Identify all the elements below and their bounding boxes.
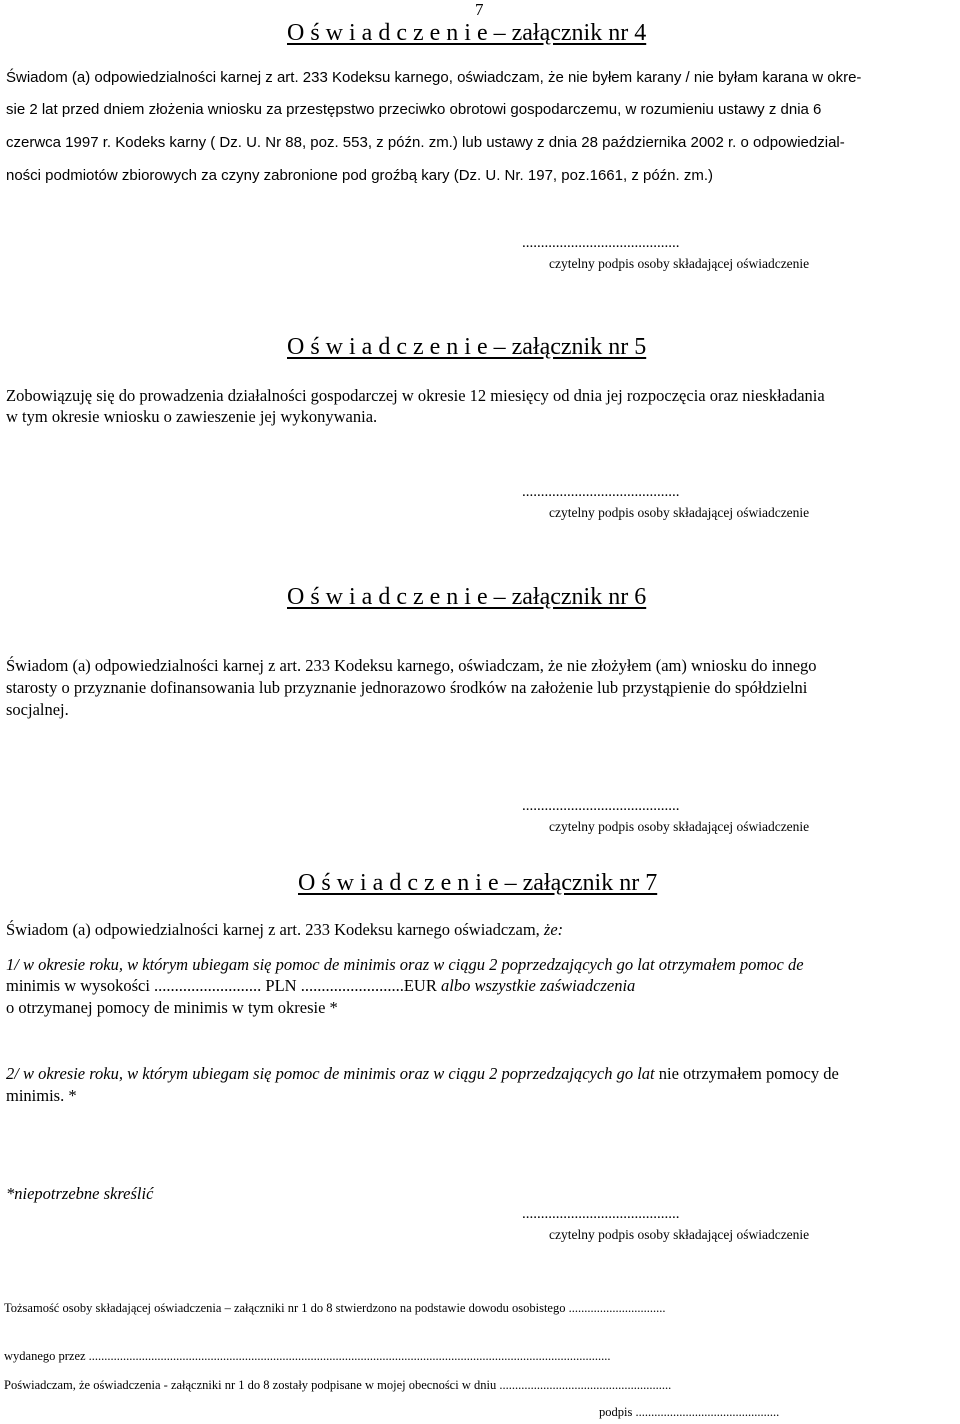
attachment-5-line-1: Zobowiązuję się do prowadzenia działalności gospodarczej w okresie 12 miesięcy od dnia jej rozpoczęcia oraz nieskładania <box>6 386 825 405</box>
presence-certification: Poświadczam, że oświadczenia - załączniki nr 1 do 8 zostały podpisane w mojej obecności w dniu ....................................................... <box>4 1378 672 1392</box>
attachment-7-point-2-text: 2/ w okresie roku, w którym ubiegam się pomoc de minimis oraz w ciągu 2 poprzedzających go lat <box>6 1064 659 1083</box>
amount-fields: minimis w wysokości .......................... PLN .........................EUR <box>6 976 441 995</box>
attachment-5-line-2: w tym okresie wniosku o zawieszenie jej wykonywania. <box>6 407 378 426</box>
attachment-7-point-2-line-1 <box>6 1064 839 1084</box>
attachment-6-line-2: starosty o przyznanie dofinansowania lub przyznanie jednorazowo środków na założenie lub przystąpienie do spółdzielni <box>6 678 808 697</box>
signature-label-4: czytelny podpis osoby składającej oświadczenie <box>549 256 810 271</box>
attachment-4-line-1: Świadom (a) odpowiedzialności karnej z art. 233 Kodeksu karnego, oświadczam, że nie byłem karany / nie byłam karana w okre- <box>6 69 862 86</box>
footnote-strike-out: *niepotrzebne skreślić <box>6 1184 154 1203</box>
attachment-7-point-1-line-2 <box>6 976 635 996</box>
signature-dots-4: .......................................... <box>522 235 680 251</box>
attachment-6-line-3: socjalnej. <box>6 700 69 719</box>
attachment-7-intro-italic: że: <box>539 920 564 939</box>
attachment-7-point-1-line-3: o otrzymanej pomocy de minimis w tym okresie * <box>6 998 338 1017</box>
heading-attachment-6: O ś w i a d c z e n i e – załącznik nr 6 <box>287 584 647 610</box>
signature-dots-7: .......................................... <box>522 1206 680 1222</box>
signature-dots-6: .......................................... <box>522 798 680 814</box>
attachment-4-line-2: sie 2 lat przed dniem złożenia wniosku za przestępstwo przeciwko obrotowi gospodarczemu, w rozumieniu ustawy z dnia 6 <box>6 101 822 118</box>
signature-label-6: czytelny podpis osoby składającej oświadczenie <box>549 819 810 834</box>
attachment-7-point-2-line-2: minimis. * <box>6 1086 77 1105</box>
page-number: 7 <box>475 0 484 19</box>
signature-label-7: czytelny podpis osoby składającej oświadczenie <box>549 1227 810 1242</box>
signature-dots-5: .......................................... <box>522 484 680 500</box>
attachment-4-line-3: czerwca 1997 r. Kodeks karny ( Dz. U. Nr 88, poz. 553, z późn. zm.) lub ustawy z dnia 28 października 2002 r. o odpowiedzial- <box>6 134 845 151</box>
heading-attachment-7: O ś w i a d c z e n i e – załącznik nr 7 <box>298 870 658 896</box>
official-signature: podpis .............................................. <box>599 1405 780 1419</box>
attachment-7-intro-text: Świadom (a) odpowiedzialności karnej z art. 233 Kodeksu karnego oświadczam, <box>6 920 540 939</box>
heading-attachment-4: O ś w i a d c z e n i e – załącznik nr 4 <box>287 20 647 46</box>
attachment-7-intro <box>6 920 563 940</box>
attachment-7-point-1-line-1: 1/ w okresie roku, w którym ubiegam się pomoc de minimis oraz w ciągu 2 poprzedzających go lat otrzymałem pomoc de <box>6 955 804 974</box>
heading-attachment-5: O ś w i a d c z e n i e – załącznik nr 5 <box>287 334 647 360</box>
attachment-7-alternative: albo wszystkie zaświadczenia <box>440 976 636 995</box>
identity-confirmation: Tożsamość osoby składającej oświadczenia – załączniki nr 1 do 8 stwierdzono na podstawie dowodu osobistego ............................... <box>4 1301 666 1315</box>
attachment-7-point-2-emphasis: nie otrzymałem pomocy de <box>658 1064 839 1083</box>
attachment-4-line-4: ności podmiotów zbiorowych za czyny zabronione pod groźbą kary (Dz. U. Nr. 197, poz.1661, z późn. zm.) <box>6 167 713 184</box>
signature-label-5: czytelny podpis osoby składającej oświadczenie <box>549 505 810 520</box>
issued-by: wydanego przez ....................................................................................................................................................................... <box>4 1349 611 1363</box>
attachment-6-line-1: Świadom (a) odpowiedzialności karnej z art. 233 Kodeksu karnego, oświadczam, że nie złożyłem (am) wniosku do innego <box>6 656 817 675</box>
